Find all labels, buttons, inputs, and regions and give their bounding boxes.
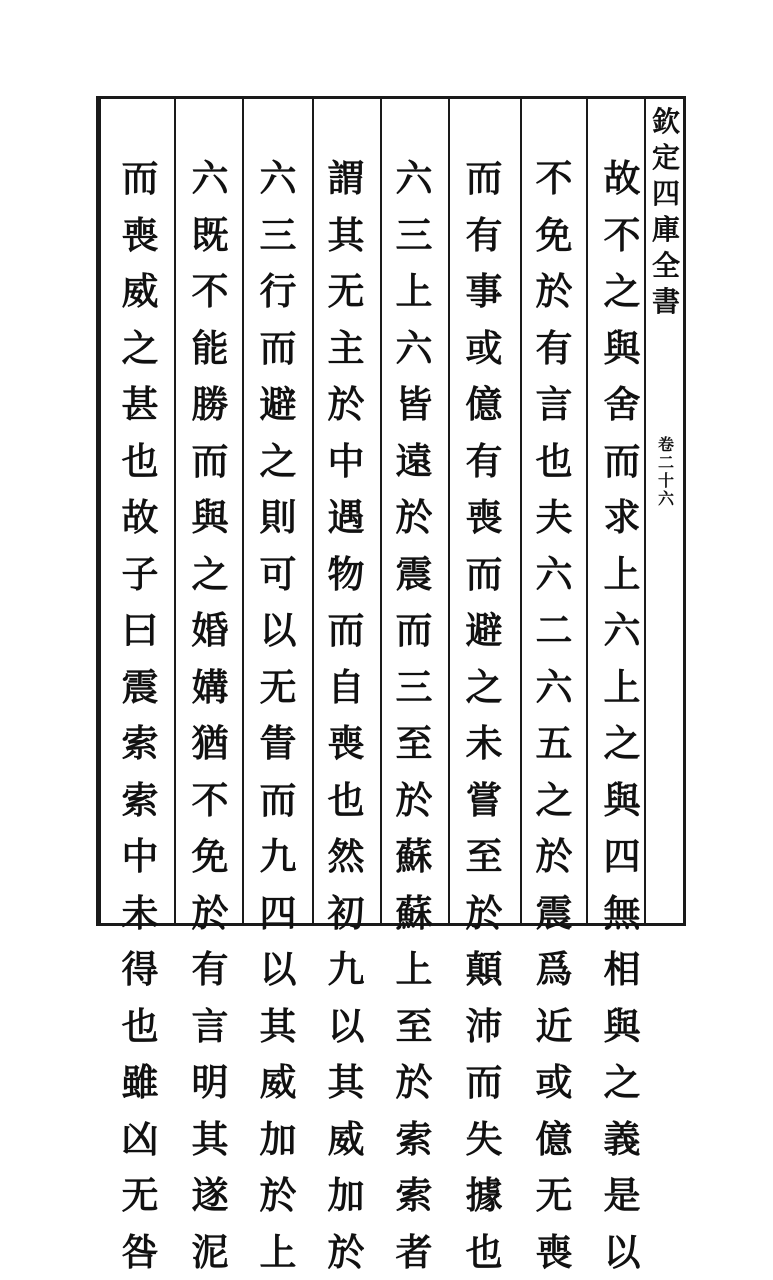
glyph: 震 bbox=[112, 659, 168, 716]
column-divider bbox=[520, 96, 522, 926]
glyph: 之 bbox=[250, 433, 306, 490]
glyph: 言 bbox=[182, 998, 238, 1055]
glyph: 索 bbox=[386, 1111, 442, 1168]
glyph: 上 bbox=[386, 263, 442, 320]
glyph: 威 bbox=[318, 1111, 374, 1168]
glyph: 六 bbox=[526, 546, 582, 603]
glyph: 於 bbox=[526, 263, 582, 320]
glyph: 之 bbox=[594, 263, 650, 320]
glyph: 泥 bbox=[182, 1224, 238, 1280]
glyph: 上 bbox=[386, 941, 442, 998]
glyph: 避 bbox=[456, 602, 512, 659]
glyph: 則 bbox=[250, 489, 306, 546]
glyph: 明 bbox=[182, 1054, 238, 1111]
glyph: 未 bbox=[112, 885, 168, 942]
glyph: 喪 bbox=[456, 489, 512, 546]
glyph: 與 bbox=[594, 772, 650, 829]
glyph: 於 bbox=[318, 1224, 374, 1280]
glyph: 六 bbox=[526, 659, 582, 716]
glyph: 與 bbox=[594, 320, 650, 377]
glyph: 至 bbox=[386, 998, 442, 1055]
glyph: 九 bbox=[250, 828, 306, 885]
glyph: 於 bbox=[318, 376, 374, 433]
glyph: 六 bbox=[386, 150, 442, 207]
glyph: 无 bbox=[526, 1167, 582, 1224]
glyph: 眚 bbox=[250, 715, 306, 772]
glyph: 義 bbox=[594, 1111, 650, 1168]
glyph: 无 bbox=[112, 1167, 168, 1224]
glyph: 之 bbox=[112, 320, 168, 377]
glyph: 之 bbox=[594, 1054, 650, 1111]
glyph: 與 bbox=[182, 489, 238, 546]
glyph: 威 bbox=[112, 263, 168, 320]
glyph: 至 bbox=[456, 828, 512, 885]
glyph: 行 bbox=[250, 263, 306, 320]
glyph: 威 bbox=[250, 1054, 306, 1111]
glyph: 蘇 bbox=[386, 828, 442, 885]
glyph: 書 bbox=[650, 284, 682, 320]
glyph: 三 bbox=[386, 207, 442, 264]
glyph: 四 bbox=[650, 176, 682, 212]
glyph: 以 bbox=[250, 941, 306, 998]
glyph: 免 bbox=[526, 207, 582, 264]
glyph: 有 bbox=[456, 433, 512, 490]
glyph: 謂 bbox=[318, 150, 374, 207]
glyph: 无 bbox=[250, 659, 306, 716]
glyph: 也 bbox=[318, 772, 374, 829]
glyph: 震 bbox=[526, 885, 582, 942]
glyph: 卷 bbox=[656, 436, 676, 454]
glyph: 其 bbox=[182, 1111, 238, 1168]
glyph: 以 bbox=[318, 998, 374, 1055]
glyph: 有 bbox=[456, 207, 512, 264]
glyph: 子 bbox=[112, 546, 168, 603]
glyph: 爲 bbox=[526, 941, 582, 998]
glyph: 之 bbox=[526, 772, 582, 829]
glyph: 而 bbox=[386, 602, 442, 659]
glyph: 曰 bbox=[112, 602, 168, 659]
glyph: 而 bbox=[112, 150, 168, 207]
glyph: 至 bbox=[386, 715, 442, 772]
glyph: 夫 bbox=[526, 489, 582, 546]
glyph: 之 bbox=[594, 715, 650, 772]
glyph: 於 bbox=[526, 828, 582, 885]
glyph: 沛 bbox=[456, 998, 512, 1055]
glyph: 中 bbox=[318, 433, 374, 490]
glyph: 六 bbox=[250, 150, 306, 207]
glyph: 以 bbox=[594, 1224, 650, 1280]
glyph: 而 bbox=[250, 772, 306, 829]
glyph: 得 bbox=[112, 941, 168, 998]
glyph: 皆 bbox=[386, 376, 442, 433]
glyph: 喪 bbox=[318, 715, 374, 772]
glyph: 而 bbox=[594, 433, 650, 490]
glyph: 五 bbox=[526, 715, 582, 772]
glyph: 六 bbox=[386, 320, 442, 377]
text-column-3 bbox=[456, 150, 512, 1280]
glyph: 以 bbox=[250, 602, 306, 659]
glyph: 而 bbox=[318, 602, 374, 659]
glyph: 二 bbox=[656, 454, 676, 472]
glyph: 無 bbox=[594, 885, 650, 942]
glyph: 能 bbox=[182, 320, 238, 377]
glyph: 或 bbox=[456, 320, 512, 377]
glyph: 而 bbox=[182, 433, 238, 490]
glyph: 或 bbox=[526, 1054, 582, 1111]
glyph: 失 bbox=[456, 1111, 512, 1168]
glyph: 於 bbox=[386, 489, 442, 546]
glyph: 喪 bbox=[112, 207, 168, 264]
glyph: 索 bbox=[386, 1167, 442, 1224]
glyph: 定 bbox=[650, 140, 682, 176]
glyph: 有 bbox=[182, 941, 238, 998]
glyph: 不 bbox=[526, 150, 582, 207]
text-column-8 bbox=[112, 150, 168, 1280]
glyph: 免 bbox=[182, 828, 238, 885]
glyph: 也 bbox=[112, 998, 168, 1055]
glyph: 於 bbox=[182, 885, 238, 942]
column-divider bbox=[242, 96, 244, 926]
glyph: 之 bbox=[182, 546, 238, 603]
text-column-7 bbox=[182, 150, 238, 1280]
glyph: 蘇 bbox=[386, 885, 442, 942]
glyph: 二 bbox=[526, 602, 582, 659]
glyph: 遂 bbox=[182, 1167, 238, 1224]
glyph: 是 bbox=[594, 1167, 650, 1224]
glyph: 求 bbox=[594, 489, 650, 546]
glyph: 物 bbox=[318, 546, 374, 603]
glyph: 然 bbox=[318, 828, 374, 885]
glyph: 上 bbox=[250, 1224, 306, 1280]
glyph: 於 bbox=[250, 1167, 306, 1224]
text-column-1 bbox=[594, 150, 650, 1280]
glyph: 遠 bbox=[386, 433, 442, 490]
glyph: 全 bbox=[650, 248, 682, 284]
glyph: 凶 bbox=[112, 1111, 168, 1168]
glyph: 婚 bbox=[182, 602, 238, 659]
glyph: 索 bbox=[112, 715, 168, 772]
glyph: 相 bbox=[594, 941, 650, 998]
glyph: 者 bbox=[386, 1224, 442, 1280]
glyph: 避 bbox=[250, 376, 306, 433]
column-divider bbox=[448, 96, 450, 926]
glyph: 媾 bbox=[182, 659, 238, 716]
glyph: 舍 bbox=[594, 376, 650, 433]
glyph: 其 bbox=[318, 1054, 374, 1111]
glyph: 其 bbox=[250, 998, 306, 1055]
glyph: 十 bbox=[656, 472, 676, 490]
glyph: 甚 bbox=[112, 376, 168, 433]
glyph: 故 bbox=[112, 489, 168, 546]
column-divider bbox=[174, 96, 176, 926]
glyph: 四 bbox=[594, 828, 650, 885]
glyph: 六 bbox=[594, 602, 650, 659]
glyph: 據 bbox=[456, 1167, 512, 1224]
glyph: 加 bbox=[318, 1167, 374, 1224]
glyph: 无 bbox=[318, 263, 374, 320]
glyph: 顛 bbox=[456, 941, 512, 998]
glyph: 而 bbox=[456, 546, 512, 603]
volume-label bbox=[656, 436, 676, 508]
column-divider bbox=[380, 96, 382, 926]
glyph: 有 bbox=[526, 320, 582, 377]
text-column-4 bbox=[386, 150, 442, 1280]
glyph: 庫 bbox=[650, 212, 682, 248]
glyph: 未 bbox=[456, 715, 512, 772]
glyph: 索 bbox=[112, 772, 168, 829]
glyph: 於 bbox=[386, 772, 442, 829]
glyph: 事 bbox=[456, 263, 512, 320]
glyph: 欽 bbox=[650, 104, 682, 140]
glyph: 猶 bbox=[182, 715, 238, 772]
column-divider bbox=[586, 96, 588, 926]
glyph: 也 bbox=[456, 1224, 512, 1280]
glyph: 自 bbox=[318, 659, 374, 716]
glyph: 嘗 bbox=[456, 772, 512, 829]
glyph: 初 bbox=[318, 885, 374, 942]
glyph: 故 bbox=[594, 150, 650, 207]
glyph: 億 bbox=[526, 1111, 582, 1168]
glyph: 可 bbox=[250, 546, 306, 603]
text-column-5 bbox=[318, 150, 374, 1280]
glyph: 於 bbox=[456, 885, 512, 942]
glyph: 而 bbox=[456, 150, 512, 207]
glyph: 上 bbox=[594, 659, 650, 716]
glyph: 與 bbox=[594, 998, 650, 1055]
glyph: 既 bbox=[182, 207, 238, 264]
glyph: 三 bbox=[250, 207, 306, 264]
glyph: 九 bbox=[318, 941, 374, 998]
glyph: 四 bbox=[250, 885, 306, 942]
glyph: 也 bbox=[112, 433, 168, 490]
glyph: 不 bbox=[594, 207, 650, 264]
glyph: 不 bbox=[182, 772, 238, 829]
text-column-6 bbox=[250, 150, 306, 1280]
glyph: 不 bbox=[182, 263, 238, 320]
glyph: 雖 bbox=[112, 1054, 168, 1111]
glyph: 於 bbox=[386, 1054, 442, 1111]
glyph: 億 bbox=[456, 376, 512, 433]
glyph: 勝 bbox=[182, 376, 238, 433]
glyph: 言 bbox=[526, 376, 582, 433]
glyph: 咎 bbox=[112, 1224, 168, 1280]
glyph: 六 bbox=[656, 490, 676, 508]
glyph: 三 bbox=[386, 659, 442, 716]
text-column-2 bbox=[526, 150, 582, 1280]
glyph: 主 bbox=[318, 320, 374, 377]
glyph: 其 bbox=[318, 207, 374, 264]
glyph: 震 bbox=[386, 546, 442, 603]
glyph: 而 bbox=[250, 320, 306, 377]
glyph: 遇 bbox=[318, 489, 374, 546]
glyph: 也 bbox=[526, 433, 582, 490]
glyph: 近 bbox=[526, 998, 582, 1055]
glyph: 六 bbox=[182, 150, 238, 207]
glyph: 而 bbox=[456, 1054, 512, 1111]
book-title bbox=[650, 104, 682, 320]
column-divider bbox=[312, 96, 314, 926]
glyph: 加 bbox=[250, 1111, 306, 1168]
glyph: 喪 bbox=[526, 1224, 582, 1280]
glyph: 上 bbox=[594, 546, 650, 603]
glyph: 中 bbox=[112, 828, 168, 885]
glyph: 之 bbox=[456, 659, 512, 716]
